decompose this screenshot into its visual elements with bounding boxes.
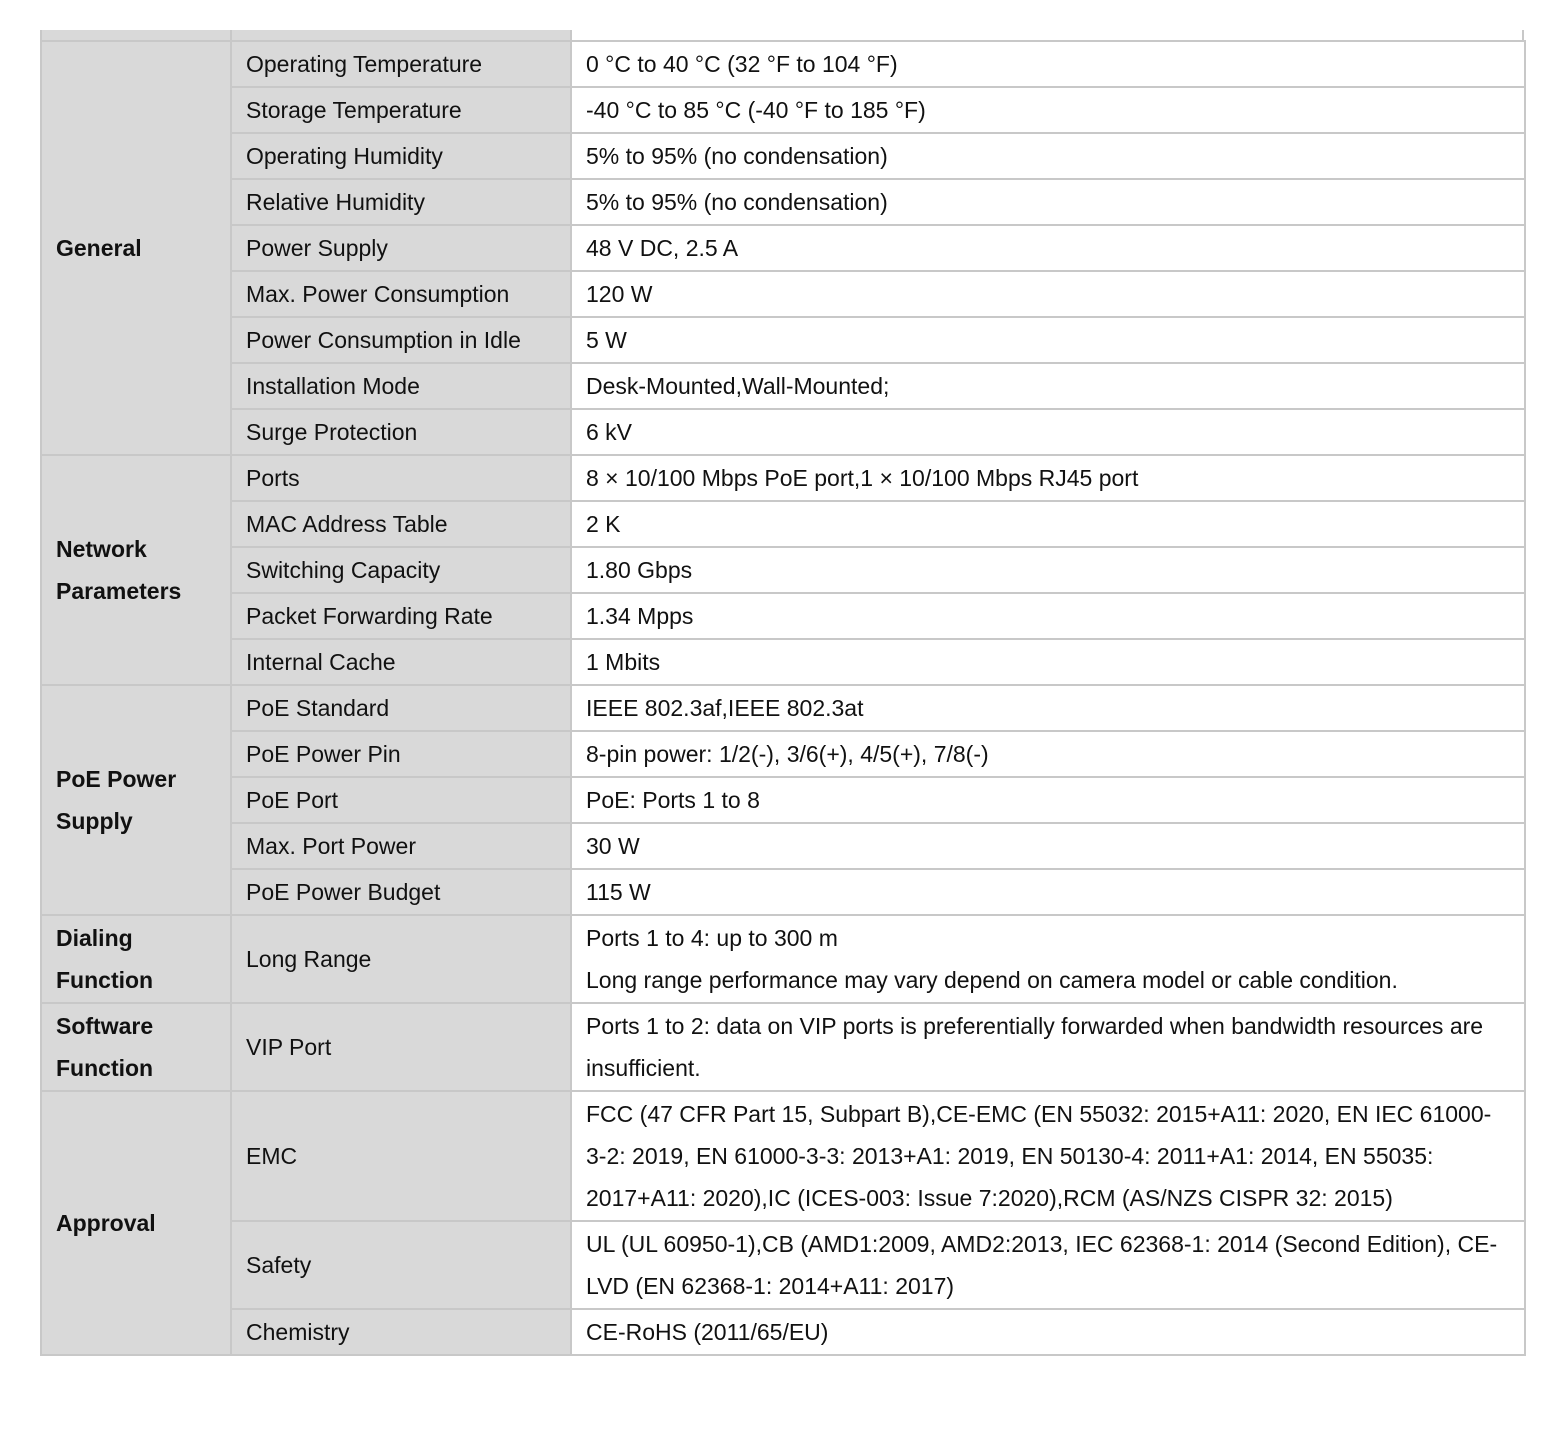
value-cell: 8-pin power: 1/2(-), 3/6(+), 4/5(+), 7/8(-) (571, 731, 1525, 777)
table-row (41, 1003, 1525, 1091)
table-row (41, 685, 1525, 731)
category-cell: Network Parameters (41, 455, 231, 685)
value-cell: 48 V DC, 2.5 A (571, 225, 1525, 271)
table-row (41, 777, 1525, 823)
table-row (41, 179, 1525, 225)
parameter-cell: Internal Cache (231, 639, 571, 685)
category-cell: PoE Power Supply (41, 685, 231, 915)
parameter-cell: Relative Humidity (231, 179, 571, 225)
table-row (41, 547, 1525, 593)
table-row (41, 1091, 1525, 1221)
value-cell: FCC (47 CFR Part 15, Subpart B),CE-EMC (EN 55032: 2015+A11: 2020, EN IEC 61000-3-2: 2019, EN 61000-3-3: 2013+A1: 2019, EN 50130-4: 2011+A1: 2014, EN 55035: 2017+A11: 2020),IC (ICES-003: Issue 7:2020),RCM (AS/NZS CISPR 32: 2015) (571, 1091, 1525, 1221)
parameter-cell: Switching Capacity (231, 547, 571, 593)
value-cell: 6 kV (571, 409, 1525, 455)
value-cell: 8 × 10/100 Mbps PoE port,1 × 10/100 Mbps RJ45 port (571, 455, 1525, 501)
category-cell: Approval (41, 1091, 231, 1355)
table-row (41, 593, 1525, 639)
parameter-cell: Power Consumption in Idle (231, 317, 571, 363)
value-cell: 0 °C to 40 °C (32 °F to 104 °F) (571, 41, 1525, 87)
value-cell: UL (UL 60950-1),CB (AMD1:2009, AMD2:2013, IEC 62368-1: 2014 (Second Edition), CE-LVD (EN 62368-1: 2014+A11: 2017) (571, 1221, 1525, 1309)
parameter-cell: MAC Address Table (231, 501, 571, 547)
parameter-cell: Storage Temperature (231, 87, 571, 133)
value-cell: 1.80 Gbps (571, 547, 1525, 593)
value-cell: PoE: Ports 1 to 8 (571, 777, 1525, 823)
value-cell: -40 °C to 85 °C (-40 °F to 185 °F) (571, 87, 1525, 133)
value-cell: 5 W (571, 317, 1525, 363)
parameter-cell: Packet Forwarding Rate (231, 593, 571, 639)
category-cell: General (41, 41, 231, 455)
parameter-cell: EMC (231, 1091, 571, 1221)
table-row (41, 225, 1525, 271)
value-cell: 2 K (571, 501, 1525, 547)
parameter-cell: PoE Port (231, 777, 571, 823)
parameter-cell: Power Supply (231, 225, 571, 271)
table-row (41, 317, 1525, 363)
category-cell: Software Function (41, 1003, 231, 1091)
value-cell: 120 W (571, 271, 1525, 317)
table-row (41, 87, 1525, 133)
value-cell: CE-RoHS (2011/65/EU) (571, 1309, 1525, 1355)
table-row (41, 41, 1525, 87)
parameter-cell: PoE Power Pin (231, 731, 571, 777)
value-cell: Ports 1 to 4: up to 300 m Long range performance may vary depend on camera model or cable condition. (571, 915, 1525, 1003)
category-cell: Dialing Function (41, 915, 231, 1003)
parameter-cell: VIP Port (231, 1003, 571, 1091)
parameter-cell: Operating Temperature (231, 41, 571, 87)
table-row (41, 1309, 1525, 1355)
parameter-cell: Installation Mode (231, 363, 571, 409)
value-cell: IEEE 802.3af,IEEE 802.3at (571, 685, 1525, 731)
value-cell: 5% to 95% (no condensation) (571, 133, 1525, 179)
table-row (41, 915, 1525, 1003)
parameter-cell: Safety (231, 1221, 571, 1309)
table-row (41, 731, 1525, 777)
value-cell: Desk-Mounted,Wall-Mounted; (571, 363, 1525, 409)
parameter-cell: Operating Humidity (231, 133, 571, 179)
specification-table-body (41, 41, 1525, 1355)
table-row (41, 823, 1525, 869)
table-row (41, 133, 1525, 179)
table-row (41, 1221, 1525, 1309)
value-cell: 1.34 Mpps (571, 593, 1525, 639)
parameter-cell: Long Range (231, 915, 571, 1003)
parameter-cell: PoE Power Budget (231, 869, 571, 915)
value-cell: Ports 1 to 2: data on VIP ports is preferentially forwarded when bandwidth resources are insufficient. (571, 1003, 1525, 1091)
table-row (41, 455, 1525, 501)
parameter-cell: Max. Power Consumption (231, 271, 571, 317)
table-row (41, 639, 1525, 685)
spec-table-container (40, 40, 1524, 1356)
parameter-cell: Max. Port Power (231, 823, 571, 869)
parameter-cell: Surge Protection (231, 409, 571, 455)
table-row (41, 271, 1525, 317)
value-cell: 1 Mbits (571, 639, 1525, 685)
specification-table (40, 40, 1526, 1356)
table-row (41, 409, 1525, 455)
table-row (41, 363, 1525, 409)
table-row (41, 501, 1525, 547)
value-cell: 5% to 95% (no condensation) (571, 179, 1525, 225)
table-row (41, 869, 1525, 915)
value-cell: 30 W (571, 823, 1525, 869)
parameter-cell: Ports (231, 455, 571, 501)
parameter-cell: Chemistry (231, 1309, 571, 1355)
parameter-cell: PoE Standard (231, 685, 571, 731)
value-cell: 115 W (571, 869, 1525, 915)
